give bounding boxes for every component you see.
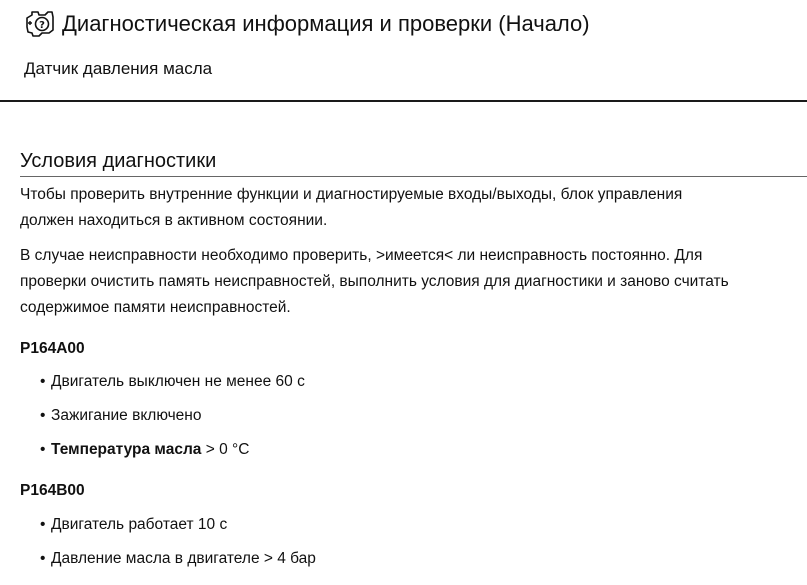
paragraph-line: В случае неисправности необходимо проверить, >имеется< ли неисправность постоянно. Для bbox=[20, 247, 703, 264]
section-heading-text: Условия диагностики bbox=[20, 150, 217, 172]
bullet: • bbox=[40, 516, 46, 533]
paragraph-line: должен находиться в активном состоянии. bbox=[20, 212, 328, 229]
condition-item bbox=[40, 550, 316, 568]
page-title: Диагностическая информация и проверки (Начало) bbox=[62, 11, 590, 36]
condition-item bbox=[40, 516, 227, 534]
paragraph-active-state bbox=[20, 182, 682, 234]
condition-text: Двигатель выключен не менее 60 с bbox=[51, 373, 305, 390]
condition-text: Двигатель работает 10 с bbox=[51, 516, 228, 533]
fault-code-p164b00: P164B00 bbox=[20, 482, 85, 499]
condition-text: > 0 °C bbox=[201, 441, 250, 458]
condition-text: Зажигание включено bbox=[51, 407, 202, 424]
condition-strong-text: Температура масла bbox=[51, 441, 202, 458]
bullet: • bbox=[40, 407, 46, 424]
paragraph-fault-check bbox=[20, 243, 729, 321]
page-subtitle: Датчик давления масла bbox=[24, 59, 213, 78]
condition-item bbox=[40, 407, 201, 425]
title-row bbox=[24, 9, 590, 39]
page-header bbox=[0, 0, 807, 102]
condition-item bbox=[40, 441, 249, 459]
paragraph-line: проверки очистить память неисправностей, выполнить условия для диагностики и заново считать bbox=[20, 273, 729, 290]
condition-item bbox=[40, 373, 305, 391]
diagnostic-info-icon bbox=[24, 9, 56, 39]
section-heading bbox=[20, 147, 807, 177]
paragraph-line: Чтобы проверить внутренние функции и диагностируемые входы/выходы, блок управления bbox=[20, 186, 683, 203]
condition-text: Давление масла в двигателе > 4 бар bbox=[51, 550, 316, 567]
bullet: • bbox=[40, 373, 46, 390]
paragraph-line: содержимое памяти неисправностей. bbox=[20, 299, 291, 316]
svg-text:?: ? bbox=[39, 20, 45, 31]
fault-code-p164a00: P164A00 bbox=[20, 340, 85, 357]
bullet: • bbox=[40, 441, 46, 458]
bullet: • bbox=[40, 550, 46, 567]
